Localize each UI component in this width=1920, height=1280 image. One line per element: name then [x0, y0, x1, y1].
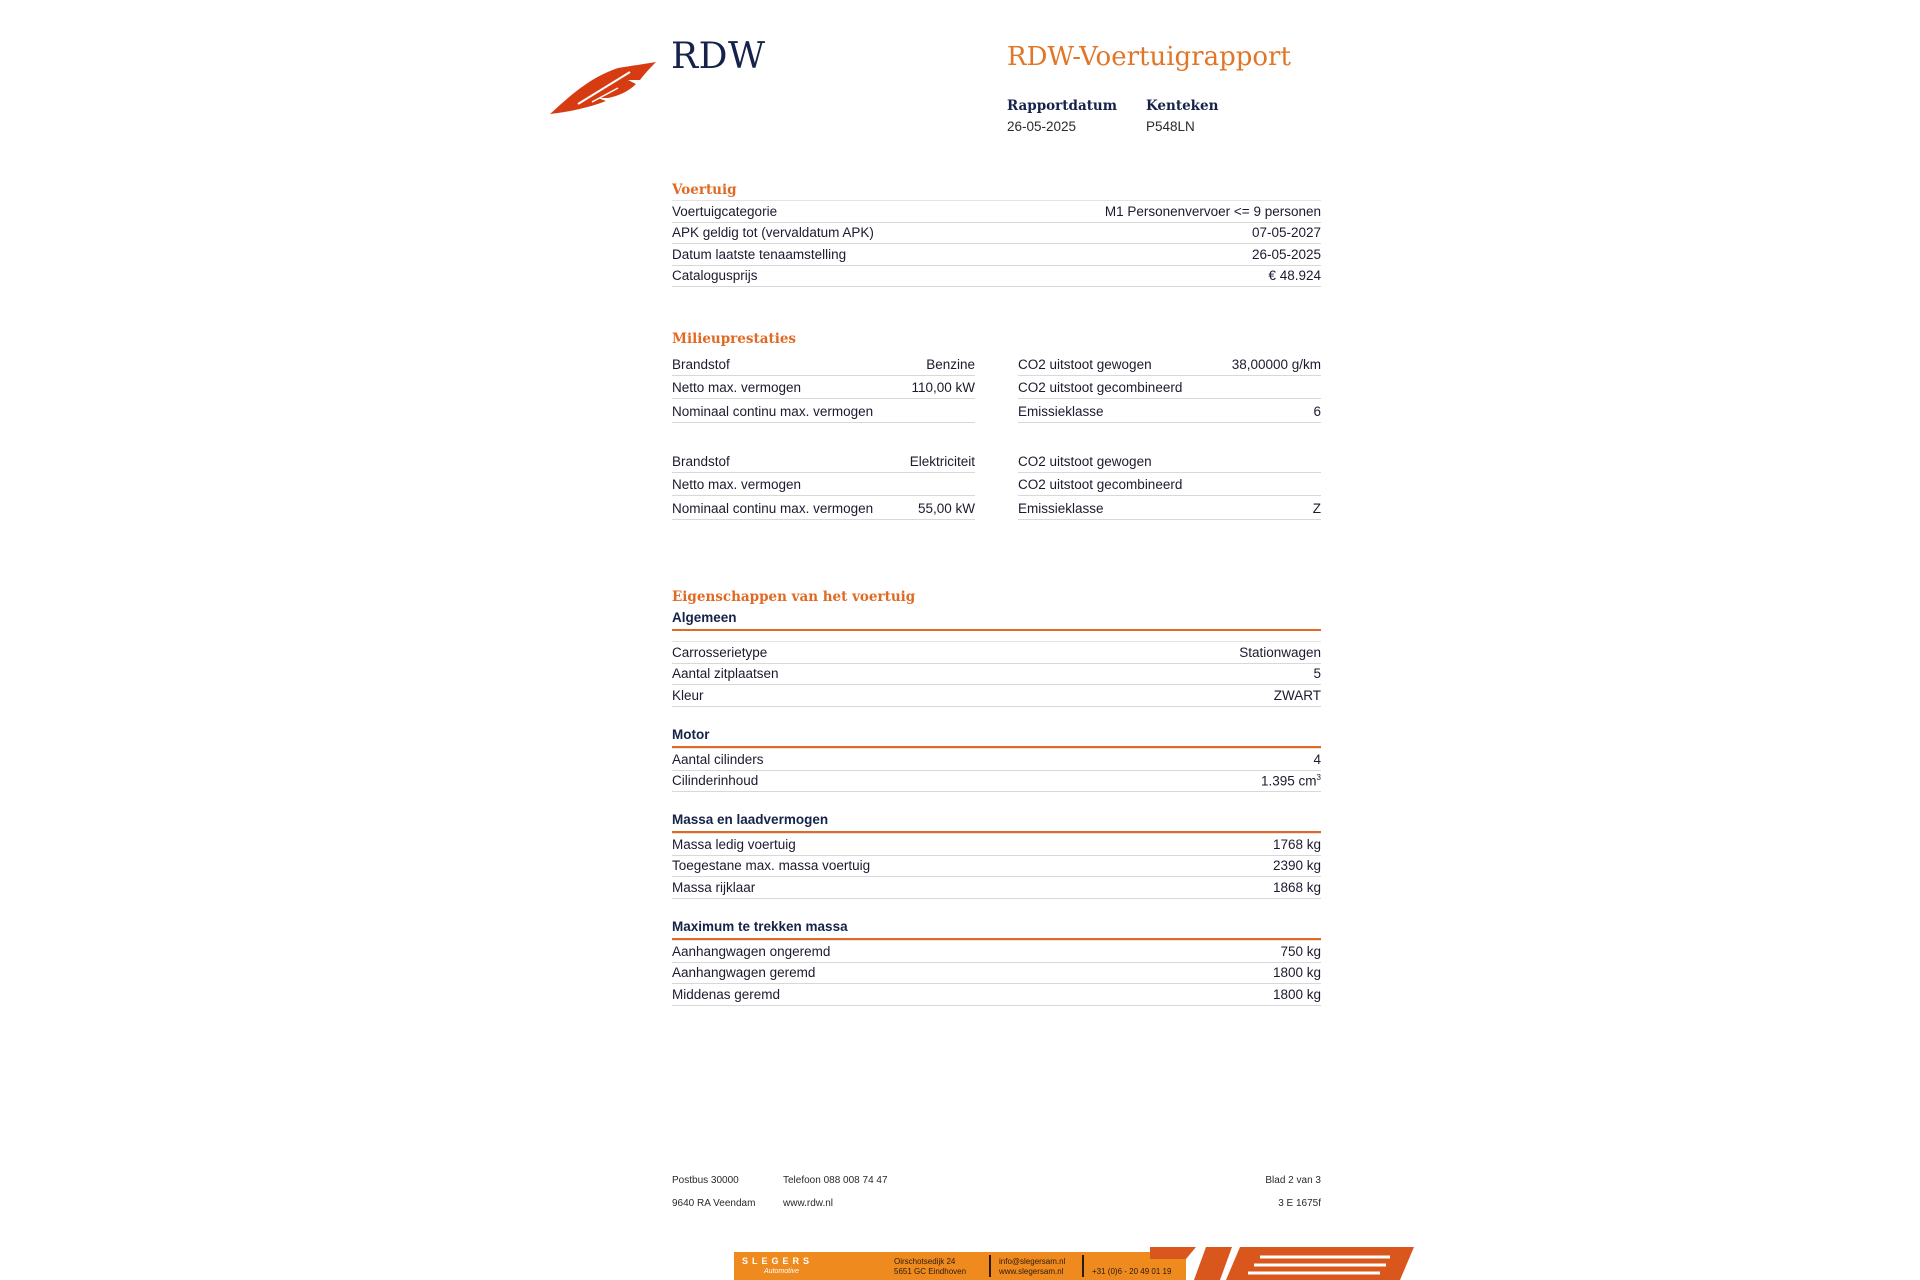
banner-address-line1: Oirschotsedijk 24	[894, 1257, 956, 1266]
displacement-value: 1.395 cm	[1261, 773, 1317, 789]
report-date-value: 26-05-2025	[1007, 119, 1077, 134]
table-row	[672, 399, 1321, 423]
row-value: 1800 kg	[1272, 965, 1321, 981]
row-label: Catalogusprijs	[672, 268, 758, 284]
voertuig-table	[672, 200, 1321, 287]
table-row	[672, 748, 1321, 771]
motor-table	[672, 748, 1321, 792]
row-value: 55,00 kW	[917, 500, 975, 516]
subhead-motor: Motor	[672, 727, 1321, 748]
footer-postbus: Postbus 30000	[672, 1175, 739, 1186]
banner-separator	[989, 1255, 991, 1277]
row-label: Cilinderinhoud	[672, 773, 759, 789]
table-row	[672, 771, 1321, 793]
row-value: 1768 kg	[1272, 836, 1321, 852]
table-row	[672, 473, 1321, 497]
logo-text: RDW	[671, 36, 766, 77]
table-row	[672, 266, 1321, 288]
row-label: Nominaal continu max. vermogen	[672, 500, 874, 516]
row-value: 2390 kg	[1272, 858, 1321, 874]
row-label: Toegestane max. massa voertuig	[672, 858, 871, 874]
banner-email[interactable]: info@slegersam.nl	[999, 1257, 1066, 1266]
row-label: Voertuigcategorie	[672, 203, 778, 219]
row-label: CO2 uitstoot gewogen	[1018, 356, 1152, 372]
table-row	[672, 641, 1321, 664]
plate-label: Kenteken	[1146, 98, 1219, 114]
row-value: € 48.924	[1268, 268, 1321, 284]
table-row	[672, 833, 1321, 856]
row-label: CO2 uitstoot gewogen	[1018, 453, 1152, 469]
plate-value: P548LN	[1146, 119, 1195, 134]
table-row	[672, 200, 1321, 223]
table-row	[672, 856, 1321, 878]
row-label: APK geldig tot (vervaldatum APK)	[672, 225, 874, 241]
section-milieu-title: Milieuprestaties	[672, 331, 797, 347]
row-label: Netto max. vermogen	[672, 380, 802, 395]
row-label: Massa ledig voertuig	[672, 836, 796, 852]
row-value: Elektriciteit	[909, 453, 975, 469]
banner-address-line2: 5651 GC Eindhoven	[894, 1267, 967, 1276]
rdw-logo-icon	[548, 58, 658, 116]
row-value: 110,00 kW	[911, 380, 975, 395]
banner-phone: +31 (0)6 - 20 49 01 19	[1092, 1267, 1172, 1276]
subhead-trekken: Maximum te trekken massa	[672, 919, 1321, 940]
table-row	[672, 877, 1321, 899]
row-label: Kleur	[672, 687, 704, 703]
banner-stripes-icon	[1150, 1247, 1414, 1280]
table-row	[672, 685, 1321, 707]
row-value: Stationwagen	[1239, 644, 1321, 660]
table-row	[672, 376, 1321, 400]
row-value: ZWART	[1273, 687, 1321, 703]
footer-page-number: Blad 2 van 3	[1265, 1175, 1321, 1186]
section-voertuig-title: Voertuig	[672, 182, 737, 198]
report-title: RDW-Voertuigrapport	[1007, 42, 1291, 72]
milieu-block-elektriciteit	[672, 449, 1321, 520]
row-value: 26-05-2025	[1251, 246, 1321, 262]
table-row	[672, 496, 1321, 520]
banner-brand: SLEGERS	[742, 1256, 814, 1266]
algemeen-table	[672, 641, 1321, 707]
report-date-block	[1007, 98, 1117, 134]
subhead-massa: Massa en laadvermogen	[672, 812, 1321, 833]
row-value: 1868 kg	[1272, 879, 1321, 895]
row-label: Brandstof	[672, 453, 730, 469]
footer-phone: Telefoon 088 008 74 47	[783, 1175, 888, 1186]
row-label: Netto max. vermogen	[672, 477, 802, 492]
table-row	[672, 223, 1321, 245]
banner-website[interactable]: www.slegersam.nl	[999, 1267, 1064, 1276]
row-value: 6	[1313, 403, 1321, 419]
displacement-unit-exponent: 3	[1316, 773, 1321, 782]
row-label: Brandstof	[672, 356, 730, 372]
footer-city: 9640 RA Veendam	[672, 1198, 756, 1209]
row-label: Carrosserietype	[672, 644, 768, 660]
row-value	[1261, 773, 1321, 789]
row-label: Aanhangwagen geremd	[672, 965, 816, 981]
row-value: 07-05-2027	[1251, 225, 1321, 241]
table-row	[672, 963, 1321, 985]
table-row	[672, 984, 1321, 1006]
row-label: CO2 uitstoot gecombineerd	[1018, 477, 1183, 492]
table-row	[672, 940, 1321, 963]
plate-block	[1146, 98, 1218, 134]
row-value: 4	[1313, 751, 1321, 767]
row-label: Massa rijklaar	[672, 879, 756, 895]
row-label: CO2 uitstoot gecombineerd	[1018, 380, 1183, 395]
section-eigenschappen-title: Eigenschappen van het voertuig	[672, 589, 916, 605]
row-value: 750 kg	[1280, 943, 1321, 959]
row-value: Z	[1312, 500, 1321, 516]
banner-brand-sub: Automotive	[764, 1268, 800, 1275]
row-label: Nominaal continu max. vermogen	[672, 403, 874, 419]
table-row	[672, 352, 1321, 376]
table-row	[672, 449, 1321, 473]
trekken-table	[672, 940, 1321, 1006]
dealer-banner	[734, 1252, 1186, 1280]
banner-separator	[1082, 1255, 1084, 1277]
row-value: M1 Personenvervoer <= 9 personen	[1104, 203, 1321, 219]
row-value: 38,00000 g/km	[1231, 356, 1321, 372]
table-row	[672, 244, 1321, 266]
milieu-block-benzine	[672, 352, 1321, 423]
row-value: 5	[1313, 666, 1321, 682]
row-value: 1800 kg	[1272, 986, 1321, 1002]
massa-table	[672, 833, 1321, 899]
row-value: Benzine	[926, 356, 975, 372]
row-label: Aanhangwagen ongeremd	[672, 943, 831, 959]
footer-doc-code: 3 E 1675f	[1278, 1198, 1321, 1209]
footer-web-link[interactable]: www.rdw.nl	[783, 1198, 834, 1209]
row-label: Emissieklasse	[1018, 403, 1104, 419]
row-label: Aantal zitplaatsen	[672, 666, 779, 682]
row-label: Aantal cilinders	[672, 751, 764, 767]
subhead-algemeen: Algemeen	[672, 610, 1321, 631]
report-date-label: Rapportdatum	[1007, 98, 1118, 114]
row-label: Middenas geremd	[672, 986, 781, 1002]
row-label: Datum laatste tenaamstelling	[672, 246, 847, 262]
table-row	[672, 664, 1321, 686]
row-label: Emissieklasse	[1018, 500, 1104, 516]
